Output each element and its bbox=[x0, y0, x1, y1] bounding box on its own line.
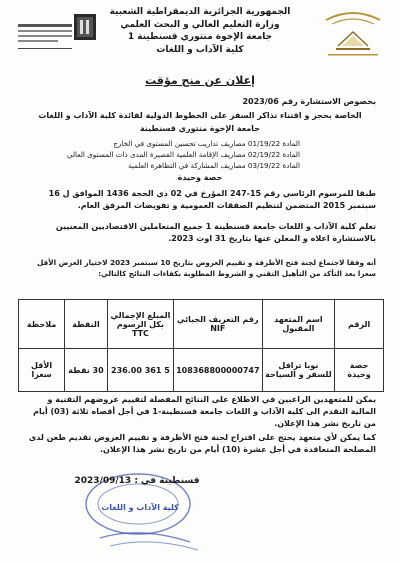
cell-number: حصة وحيدة bbox=[335, 349, 384, 392]
header-nif: رقم التعريف الجبائي NIF bbox=[174, 300, 263, 349]
header-line-4: كلية الآداب و اللغات bbox=[156, 44, 244, 55]
consultation-number: بخصوص الاستشارة رقم 2023/06 bbox=[242, 97, 376, 106]
lot-item-2: المادة 02/19/22 مصاريف الإقامة العلمية القصيرة المدى ذات المستوى العالي bbox=[66, 150, 300, 159]
paragraph-meeting: أنه وفقا لاجتماع لجنة فتح الأظرفة و تقييم العروض بتاريخ 10 سبتمبر 2023 لاختيار العرض الأقل سعرا بعد التأكد من التأهيل التقني و الشروط المطلوبة بكفاءات النتائج كالتالي: bbox=[37, 258, 376, 278]
subject-line-1: الخاصة بحجز و اقتناء تذاكر السفر على الخطوط الدولية لفائدة كلية الآداب و اللغات bbox=[38, 111, 362, 120]
results-table bbox=[18, 299, 384, 392]
lot-type: حصة وحيدة bbox=[177, 173, 223, 182]
cell-nif: 108368800000747 bbox=[174, 349, 263, 392]
letterhead bbox=[80, 6, 320, 56]
header-number: الرقم bbox=[335, 300, 384, 349]
announcement-title: إعلان عن منح مؤقت bbox=[145, 74, 255, 87]
paragraph-notice: تعلم كلية الآداب و اللغات جامعة قسنطينة 1 جميع المتعاملين الاقتصاديين المعنيين بالاستشارة اعلاه و المعلن عنها بتاريخ 31 اوت 2023. bbox=[55, 222, 376, 243]
header-line-2: وزارة التعليم العالي و البحث العلمي bbox=[120, 19, 280, 30]
lot-item-3: المادة 03/19/22 مصاريف المشاركة في التظاهرة العلمية bbox=[128, 161, 300, 170]
header-amount: المبلغ الإجمالي بكل الرسوم TTC bbox=[107, 300, 173, 349]
signature-date: قسنطينة في : 2023/09/13 bbox=[74, 476, 200, 486]
stamp-text: كلية الآداب و اللغات bbox=[101, 503, 179, 512]
header-line-3: جامعة الإخوة منتوري قسنطينة 1 bbox=[127, 32, 273, 42]
table-header-row bbox=[19, 300, 384, 349]
subject-line-2: جامعة الإخوة منتوري قسنطينة bbox=[140, 124, 260, 133]
paragraph-results-access: يمكن للمتعهدين الراغبين في الاطلاع على النتائج المفصلة لتقييم عروضهم التقنية و المالية التقدم الى كلية الآداب و اللغات جامعة قسنطينة-1 في أجل أقصاه ثلاثة (03) أيام من تاريخ نشر هذا الإعلان. bbox=[33, 395, 376, 428]
paragraph-decree: طبقا للمرسوم الرئاسي رقم 15-247 المؤرخ في 02 ذي الحجة 1436 الموافق ل 16 سبتمبر 2015 المتضمن لتنظيم الصفقات العمومية و تفويضات المرفق العام. bbox=[48, 189, 376, 210]
cell-score: 30 نقطة bbox=[65, 349, 108, 392]
table-row bbox=[19, 349, 384, 392]
header-line-1: الجمهورية الجزائرية الديمقراطية الشعبية bbox=[109, 7, 291, 17]
lot-item-1: المادة 01/19/22 مصاريف تداريب تحسين المستوى في الخارج bbox=[113, 139, 300, 148]
header-score: النقطة bbox=[65, 300, 108, 349]
cell-bidder: نوبا ترافل للسفر و السياحة bbox=[262, 349, 335, 392]
paragraph-appeal: كما يمكن لأي متعهد يحتج على اقتراح لجنة فتح الأظرفة و تقييم العروض تقديم طعن لدى المصلحة المتعاقدة في أجل عشرة (10) أيام من تاريخ نشر هذا الإعلان. bbox=[28, 433, 376, 454]
cell-note: الأقل سعرا bbox=[19, 349, 65, 392]
faculty-logo bbox=[318, 8, 388, 64]
header-note: ملاحظة bbox=[19, 300, 65, 349]
header-bidder: اسم المتعهد المقبول bbox=[262, 300, 335, 349]
cell-amount: 5 361 236.00 bbox=[107, 349, 173, 392]
